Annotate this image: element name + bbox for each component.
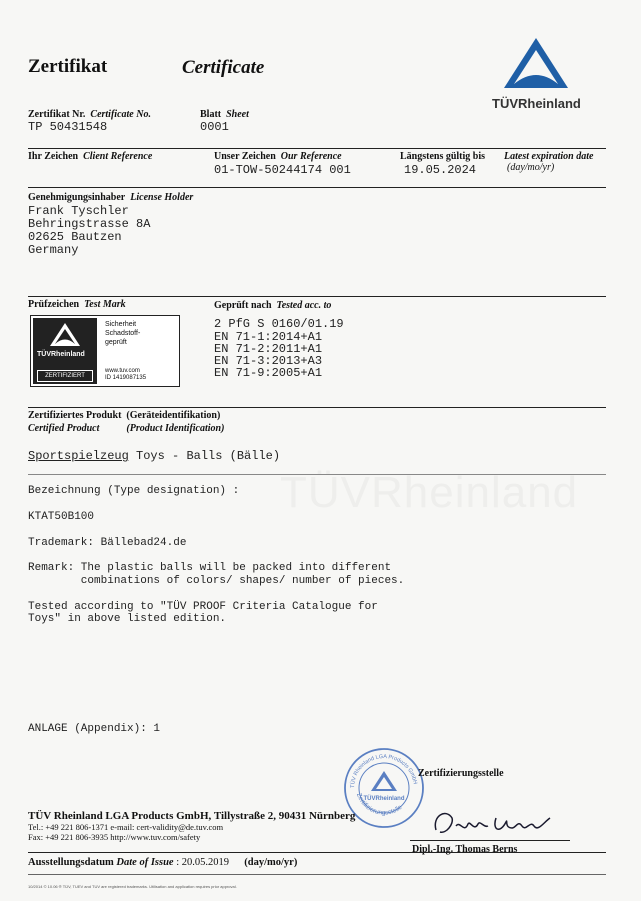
svg-text:Zertifizierungsstelle: Zertifizierungsstelle — [355, 792, 404, 817]
standard-2: EN 71-1:2014+A1 — [214, 330, 323, 344]
designation-value: KTAT50B100 — [28, 511, 95, 523]
testmark-logo — [33, 318, 97, 384]
tested-line-1: Tested according to "TÜV PROOF Criteria Catalogue for — [28, 601, 378, 613]
appendix: ANLAGE (Appendix): 1 — [28, 723, 161, 735]
cert-nr-value: TP 50431548 — [28, 120, 108, 134]
rule-category — [28, 474, 606, 475]
standard-5: EN 71-9:2005+A1 — [214, 366, 323, 380]
client-ref-label: Ihr Zeichen Client Reference — [28, 151, 153, 162]
tested-line-2: Toys" in above listed edition. — [28, 613, 227, 625]
rule-issue — [28, 852, 606, 853]
holder-label: Genehmigungsinhaber License Holder — [28, 192, 194, 203]
product-label-en: Certified Product (Product Identification) — [28, 423, 225, 434]
sheet-value: 0001 — [200, 120, 229, 134]
remark-line-2: combinations of colors/ shapes/ number of pieces. — [28, 575, 405, 587]
holder-line-4: Germany — [28, 243, 79, 257]
testmark-brand: TÜVRheinland — [37, 351, 85, 358]
expiry-label-de: Längstens gültig bis — [400, 151, 486, 162]
testmark-badge: ZERTIFIZIERT — [37, 370, 93, 382]
issue-date: Ausstellungsdatum Date of Issue : 20.05.2019 (day/mo/yr) — [28, 857, 298, 868]
svg-text:TÜV Rheinland LGA Products Gmb: TÜV Rheinland LGA Products GmbH — [349, 753, 418, 789]
title-en: Certificate — [182, 57, 265, 78]
tuv-brand-text: TÜVRheinland — [492, 96, 581, 111]
rule-testmark — [28, 296, 606, 297]
fine-print: 10/2014 © 10.06 ® TÜV, TUEV and TUV are registered trademarks. Utilisation and application requires prior approval. — [28, 884, 237, 889]
company-fax: Fax: +49 221 806-3935 http://www.tuv.com/safety — [28, 832, 201, 842]
product-category: Sportspielzeug Toys - Balls (Bälle) — [28, 449, 281, 463]
title-de: Zertifikat — [28, 56, 108, 77]
trademark: Trademark: Bällebad24.de — [28, 537, 187, 549]
standard-4: EN 71-3:2013+A3 — [214, 354, 323, 368]
holder-line-3: 02625 Bautzen — [28, 230, 122, 244]
watermark: TÜVRheinland — [280, 468, 579, 517]
rule-holder — [28, 187, 606, 188]
signature-icon — [430, 806, 554, 840]
expiry-format: (day/mo/yr) — [507, 162, 555, 173]
tested-label: Geprüft nach Tested acc. to — [214, 300, 332, 311]
holder-line-2: Behringstrasse 8A — [28, 217, 151, 231]
testmark-triangle-icon — [49, 322, 81, 348]
standard-3: EN 71-2:2011+A1 — [214, 342, 323, 356]
svg-text:TÜVRheinland: TÜVRheinland — [363, 796, 405, 802]
signature-line — [410, 840, 570, 841]
expiry-value: 19.05.2024 — [404, 163, 477, 177]
cert-body-label: Zertifizierungsstelle — [418, 768, 504, 779]
rule-bottom — [28, 874, 606, 875]
expiry-label-en: Latest expiration date — [504, 151, 594, 162]
testmark-box — [30, 315, 180, 387]
our-ref-value: 01-TOW-50244174 001 — [214, 163, 351, 177]
cert-nr-label: Zertifikat Nr. Certificate No. — [28, 109, 151, 120]
signer-name: Dipl.-Ing. Thomas Berns — [412, 844, 518, 855]
holder-line-1: Frank Tyschler — [28, 204, 129, 218]
company-name: TÜV Rheinland LGA Products GmbH, Tillystraße 2, 90431 Nürnberg — [28, 810, 356, 822]
rule-references — [28, 148, 606, 149]
rule-product — [28, 407, 606, 408]
testmark-label: Prüfzeichen Test Mark — [28, 299, 126, 310]
remark-line-1: Remark: The plastic balls will be packed into different — [28, 562, 392, 574]
sheet-label: Blatt Sheet — [200, 109, 249, 120]
our-ref-label: Unser Zeichen Our Reference — [214, 151, 342, 162]
testmark-text: Sicherheit Schadstoff- geprüft — [105, 321, 141, 346]
tuv-logo-icon — [498, 36, 574, 94]
designation-label: Bezeichnung (Type designation) : — [28, 485, 240, 497]
product-label-de: Zertifiziertes Produkt (Geräteidentifikation) — [28, 410, 221, 421]
testmark-url: www.tuv.com ID 1419087135 — [105, 368, 147, 381]
company-phone: Tel.: +49 221 806-1371 e-mail: cert-validity@de.tuv.com — [28, 822, 224, 832]
standard-1: 2 PfG S 0160/01.19 — [214, 317, 344, 331]
